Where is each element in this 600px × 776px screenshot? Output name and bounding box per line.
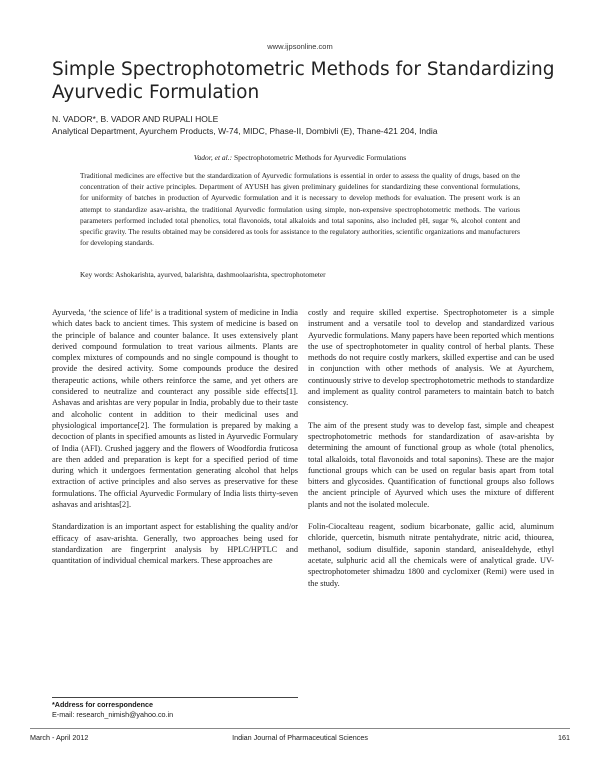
body-paragraph: Ayurveda, ‘the science of life’ is a traditional system of medicine in India which dates back to ancient times. This system of medicine is based on the principle of balance and counter balance. It uses extensively plant derived compound formulation to treat various ailments. Plants are complex mixtures of compounds and no single compound is thought to provide the desired activity. Some compounds produce the desired therapeutic actions, while others reinforce the same, and yet others are considered to neutralize and counteract any possible side effects[1]. Ashavas and arishtas are very popular in India, probably due to their taste and alcoholic content in addition to their medicinal uses and physiological importance[2]. The formulation is prepared by making a decoction of plants in specified amounts as listed in Ayurvedic Formulary of India (AFI). Crushed jaggery and the flowers of Woodfordia fruticosa are then added and preparation is kept for a specified period of time during which it undergoes fermentation generating alcohol that helps extraction of active principles and also serves as preservative for these formulations. The official Ayurvedic Formulary of India lists thirty-seven ashavas and arishtas[2]. [52,308,298,510]
running-head [0,153,600,162]
running-head-text: Spectrophotometric Methods for Ayurvedic Formulations [232,153,407,162]
correspondence-footnote [52,700,173,720]
footer-date: March - April 2012 [30,733,89,742]
running-head-authors: Vador, et al.: [193,153,233,162]
body-column-right [308,307,554,600]
footnote-label: *Address for correspondence [52,700,154,709]
correspondence-email[interactable]: E-mail: research_nimish@yahoo.co.in [52,710,174,719]
article-authors: N. VADOR*, B. VADOR AND RUPALI HOLE [52,114,219,124]
footnote-divider [52,697,298,698]
footer-page-number: 161 [558,733,570,742]
body-paragraph: Folin-Ciocalteau reagent, sodium bicarbonate, gallic acid, aluminum chloride, quercetin, bismuth nitrate pentahydrate, nitric acid, thiourea, methanol, sodium disulfide, saponin standard, aniseaIdehyde, ethyl acetate, sulphuric acid all the chemicals were of analytical grade. UV-spectrophotometer shimadzu 1800 and cyclomixer (Remi) were used in the study. [308,522,554,588]
body-paragraph: costly and require skilled expertise. Spectrophotometer is a simple instrument and a versatile tool to develop and standardized various Ayurvedic formulations. Many papers have been reported which mentions the use of spectrophotometer in quality control of herbal plants. These methods do not require costly markers, skilled expertise and can be used in conjunction with other methods of analysis. We at Ayurchem, continuously strive to develop spectrophotometric methods to standardize and implement as quality control parameters to maintain batch to batch consistency. [308,308,554,408]
body-paragraph: The aim of the present study was to develop fast, simple and cheapest spectrophotometric methods for standardization of asav-arishta by determining the amount of functional group as whole (total phenolics, total alkaloids, total flavonoids and total saponins). These are the major functional groups which can be used on regular basis apart from total bitters and glycosides. Quantification of functional groups also follows the ancient principle of Ayurved which uses the mixture of different plants and not the isolated molecule. [308,420,554,509]
footer-divider [30,728,570,729]
article-title: Simple Spectrophotometric Methods for Standardizing Ayurvedic Formulation [52,59,555,103]
author-affiliation: Analytical Department, Ayurchem Products, W-74, MIDC, Phase-II, Dombivli (E), Thane-421 204, India [52,126,438,136]
body-paragraph: Standardization is an important aspect for establishing the quality and/or efficacy of asav-arishta. Generally, two approaches being used for standardization are fingerprint analysis by HPLC/HPTLC and quantitation of individual chemical markers. These approaches are [52,522,298,566]
body-column-left [52,307,298,578]
keywords: Key words: Ashokarishta, ayurved, balarishta, dashmoolaarishta, spectrophotometer [80,270,326,279]
journal-url[interactable]: www.ijpsonline.com [267,42,333,51]
abstract: Traditional medicines are effective but the standardization of Ayurvedic formulations is essential in order to assess the quality of drugs, based on the concentration of their active principles. Department of AYUSH has given preliminary guidelines for standardizing these conventional formulations, for uniformity of batches in production of Ayurvedic formulation and it is necessary to develop methods for evaluation. The present work is an attempt to standardize asav-arishta, the traditional Ayurvedic formulation using simple, non-expensive spectrophotometric methods. The various parameters performed included total phenolics, total flavonoids, total alkaloids and total saponins, also included pH, sugar %, alcohol content and specific gravity. The results obtained may be considered as tools for assistance to the regulatory authorities, scientific organizations and manufacturers for developing standards. [80,171,520,248]
footer-journal: Indian Journal of Pharmaceutical Sciences [232,733,368,742]
